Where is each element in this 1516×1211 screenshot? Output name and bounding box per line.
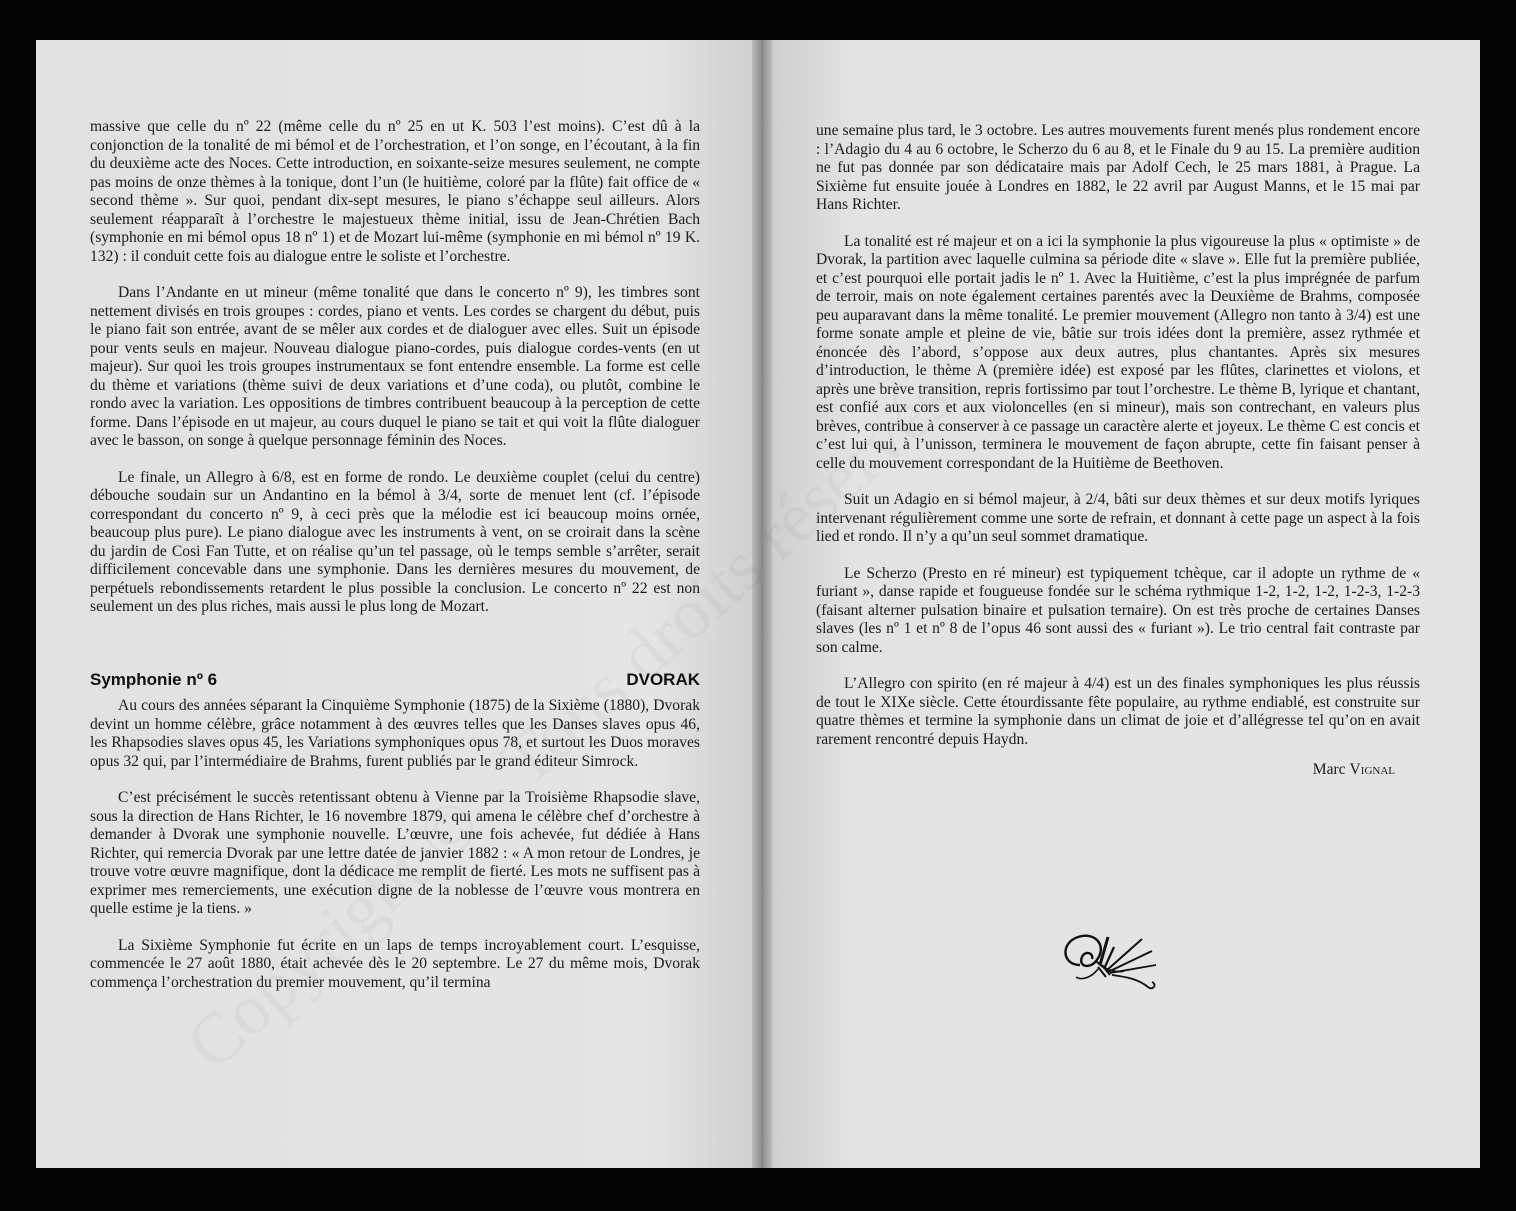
paragraph-scherzo: Le Scherzo (Presto en ré mineur) est typiquement tchèque, car il adopte un rythme de « furiant », danse rapide et fougueuse fondée sur le schéma rythmique 1-2, 1-2, 1-2, 1-2-3, 1-2-3 (faisant alterner pulsation binaire et pulsation ternaire). On est très proche de certaines Danses slaves (les nº 1 et nº 8 de l’opus 46 sont aussi des « furiant »). Le trio central fait contraste par son calme. [816,564,1420,656]
paragraph-dvorak-intro: Au cours des années séparant la Cinquième Symphonie (1875) de la Sixième (1880), Dvorak devint un homme célèbre, grâce notamment à des œuvres telles que les Danses slaves opus 46, les Rhapsodies slaves opus 45, les Variations symphoniques opus 78, et surtout les Duos moraves opus 32 qui, par l’intermédiaire de Brahms, furent publiés par le grand éditeur Simrock. [90,697,700,770]
heading-title: Symphonie nº 6 [90,669,218,689]
paragraph-premiere: une semaine plus tard, le 3 octobre. Les autres mouvements furent menés plus rondement encore : l’Adagio du 4 au 6 octobre, le Scherzo du 6 au 8, et le Finale du 9 au 15. La première audition ne fut pas donnée par son dédicataire mais par Adolf Cech, le 25 mars 1881, à Prague. La Sixième fut ensuite jouée à Londres en 1882, le 22 avril par August Manns, et le 15 mai par Hans Richter. [816,122,1420,213]
right-column [816,122,1420,780]
signature-last-name: Vignal [1349,761,1395,778]
paragraph-first-movement: La tonalité est ré majeur et on a ici la symphonie la plus vigoureuse la plus « optimiste » de Dvorak, la partition avec laquelle culmina sa période dite « slave ». Elle fut la première publiée, et c’est pourquoi elle portait jadis le nº 1. Avec la Huitième, c’est la plus imprégnée de parfum de terroir, mais on note également certaines parentés avec la Deuxième de Brahms, composée peu auparavant dans la même tonalité. Le premier mouvement (Allegro non tanto à 3/4) est une forme sonate ample et pleine de vie, bâtie sur trois idées dont la première, assez rythmée et énoncée dès l’abord, s’oppose aux deux autres, plus chantantes. Après six mesures d’introduction, le thème A (première idée) est exposé par les flûtes, clarinettes et violons, et après une brève transition, repris fortissimo par tout l’orchestre. Le thème B, lyrique et chantant, est confié aux cors et aux violoncelles (en si mineur), mais son contrechant, en valeurs plus brèves, contribue à conserver à ce passage un caractère alerte et joyeux. Le thème C est concis et c’est lui qui, à l’unisson, terminera le mouvement de façon abrupte, cette fin faisant penser à celle du mouvement correspondant de la Huitième de Beethoven. [816,232,1420,472]
paragraph-mozart-andante: Dans l’Andante en ut mineur (même tonalité que dans le concerto nº 9), les timbres sont nettement divisés en trois groupes : cordes, piano et vents. Les cordes se chargent du début, puis le piano fait son entrée, avant de se mêler aux cordes et de dialoguer avec elles. Suit un épisode pour vents seuls en majeur. Nouveau dialogue piano-cordes, puis dialogue cordes-vents (en ut majeur). Sur quoi les trois groupes instrumentaux se font entendre ensemble. La forme est celle du thème et variations (thème suivi de deux variations et d’une coda), ou plutôt, combine le rondo avec la variation. Les oppositions de timbres contribuent beaucoup à la perception de cette forme. Dans l’épisode en ut majeur, au cours duquel le piano se tait et qui voit la flûte dialoguer avec le basson, on songe à quelque personnage féminin des Noces. [90,284,700,449]
heading-composer: DVORAK [626,669,700,689]
flourish-ornament-icon [1052,925,1172,995]
paragraph-finale: L’Allegro con spirito (en ré majeur à 4/4) est un des finales symphoniques les plus réussis de tout le XIXe siècle. Cette étourdissante fête populaire, au rythme endiablé, est construite sur quatre thèmes et termine la symphonie dans un climat de joie et d’allégresse tel qu’on en avait rarement rencontré depuis Haydn. [816,675,1420,748]
left-column [90,118,700,1010]
author-signature [816,761,1395,780]
paragraph-mozart-finale: Le finale, un Allegro à 6/8, est en forme de rondo. Le deuxième couplet (celui du centre) débouche soudain sur un Andantino en la bémol à 3/4, sorte de menuet lent (cf. l’épisode correspondant du concerto nº 9, à ceci près que la mélodie est ici beaucoup moins ornée, beaucoup plus pure). Le piano dialogue avec les instruments à vent, on se croirait dans la scène du jardin de Cosi Fan Tutte, et on réalise qu’un tel passage, où le temps semble s’arrêter, serait difficilement concevable dans une symphonie. Dans les dernières mesures du mouvement, de perpétuels rebondissements retardent le plus possible la conclusion. Le concerto nº 22 est non seulement un des plus riches, mais aussi le plus long de Mozart. [90,468,700,615]
paragraph-adagio: Suit un Adagio en si bémol majeur, à 2/4, bâti sur deux thèmes et sur deux motifs lyriques intervenant régulièrement comme une sorte de refrain, et donnant à cette page un aspect à la fois lied et rondo. Il n’y a qu’un seul sommet dramatique. [816,491,1420,545]
section-heading [90,671,700,690]
signature-first-name: Marc [1312,761,1346,778]
book-gutter [752,40,772,1168]
paragraph-dvorak-commission: C’est précisément le succès retentissant obtenu à Vienne par la Troisième Rhapsodie slave, sous la direction de Hans Richter, le 16 novembre 1879, qui amena le célèbre chef d’orchestre à demander à Dvorak une symphonie nouvelle. L’œuvre, une fois achevée, fut dédiée à Hans Richter, qui remercia Dvorak par une lettre datée de janvier 1882 : « A mon retour de Londres, je trouve votre œuvre magnifique, dont la dédicace me remplit de fierté. Les mots ne suffisent pas à exprimer mes remerciements, une exécution digne de la noblesse de l’œuvre vous montrera en quelle estime je la tiens. » [90,789,700,917]
paragraph-mozart-1: massive que celle du nº 22 (même celle du nº 25 en ut K. 503 l’est moins). C’est dû à la conjonction de la tonalité de mi bémol et de l’orchestration, et l’on songe, en l’écoutant, à la fin du deuxième acte des Noces. Cette introduction, en soixante-seize mesures seulement, ne compte pas moins de onze thèmes à la tonique, dont l’un (le huitième, coloré par la flûte) fait office de « second thème ». Sur quoi, pendant dix-sept mesures, le piano s’échappe seul ailleurs. Alors seulement réapparaît à l’orchestre le majestueux thème initial, issu de Jean-Chrétien Bach (symphonie en mi bémol opus 18 nº 1) et de Mozart lui-même (symphonie en mi bémol nº 19 K. 132) : il conduit cette fois au dialogue entre le soliste et l’orchestre. [90,118,700,265]
paragraph-dvorak-composition: La Sixième Symphonie fut écrite en un laps de temps incroyablement court. L’esquisse, commencée le 27 août 1880, était achevée dès le 20 septembre. Le 27 du même mois, Dvorak commença l’orchestration du premier mouvement, qu’il termina [90,936,700,991]
